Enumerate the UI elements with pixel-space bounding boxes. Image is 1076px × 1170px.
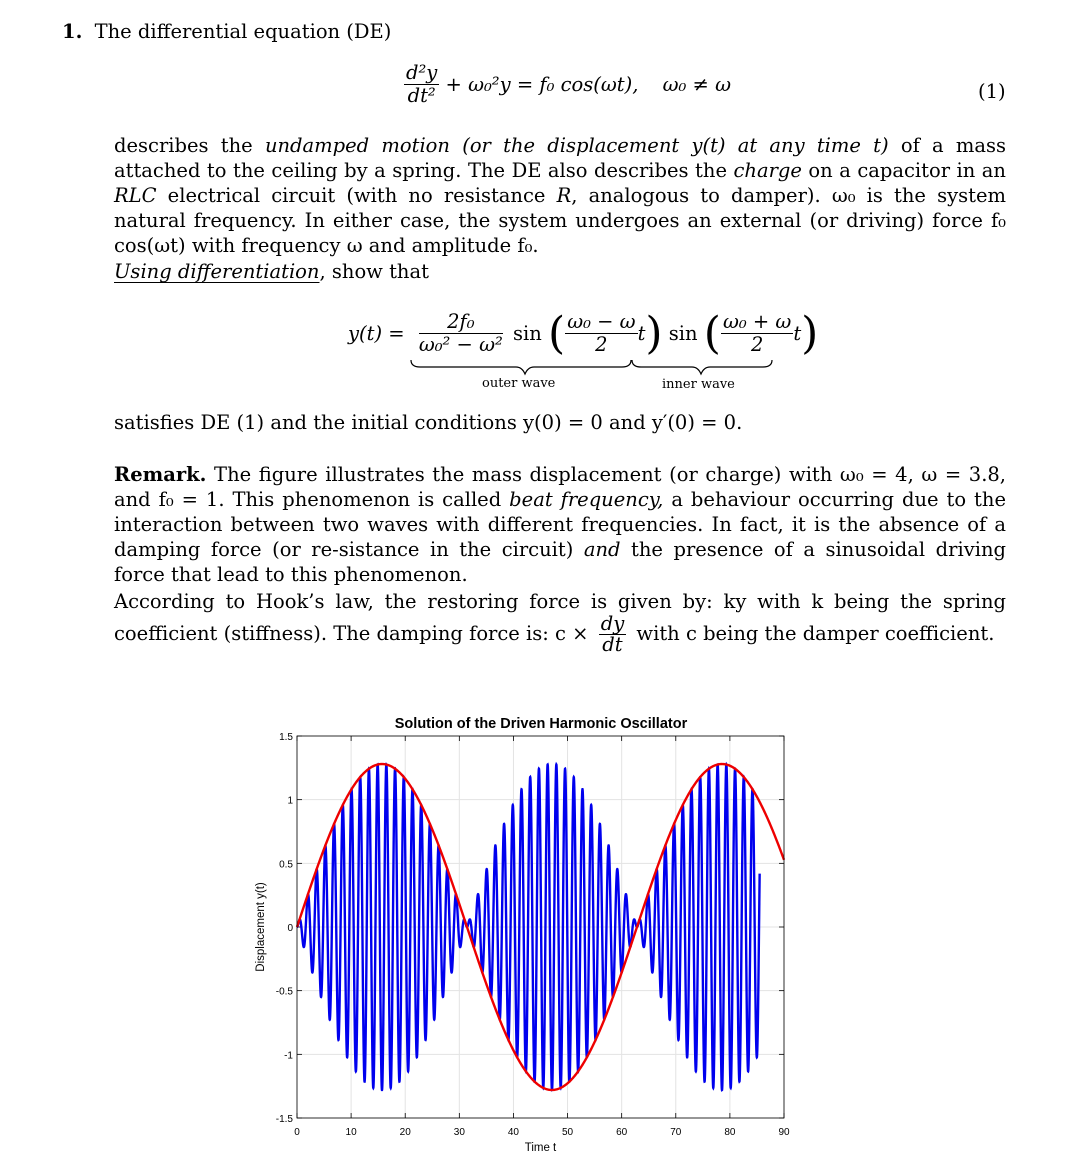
eq1-den: dt²	[407, 84, 436, 107]
series-displacement	[297, 765, 760, 1090]
equation-1	[404, 62, 731, 107]
p1-t5: on a capacitor in an	[801, 159, 1006, 182]
eq2-underbraces	[408, 358, 778, 378]
hook-fraction	[599, 614, 627, 655]
x-tick-label: 90	[778, 1127, 790, 1138]
equation-2	[348, 308, 818, 359]
remark-t3: a behaviour occurring due to the interaction between two waves with different frequencies. In fact, it is the absence of a damping force (or re-sistance in the circuit)	[114, 488, 1006, 561]
eq2-paren-open-2: (	[703, 308, 721, 359]
beat-frequency-chart	[240, 710, 820, 1160]
x-tick-label: 40	[507, 1127, 520, 1138]
problem-heading	[62, 20, 391, 43]
eq2-arg1-den: 2	[595, 333, 608, 356]
p1-t9: , analogous to damper). ω₀ is the system natural frequency. In either case, the system undergoes an external (or driving) force f₀ cos(ωt) with frequency ω and amplitude f₀.	[114, 184, 1006, 257]
y-tick-label: -0.5	[275, 986, 293, 998]
remark-t5: the presence of a sinusoidal driving force that lead to this phenomenon.	[114, 538, 1006, 586]
p1-t1: describes the	[114, 134, 265, 157]
remark-paragraph	[114, 462, 1006, 587]
eq2-coef-den: ω₀² − ω²	[418, 333, 503, 356]
satisfies-line: satisfies DE (1) and the initial conditions y(0) = 0 and y′(0) = 0.	[114, 411, 743, 434]
p1-t2: undamped motion (or the displacement y(t) at any time t)	[264, 134, 889, 157]
eq2-paren-close-2: )	[801, 308, 819, 359]
x-tick-label: 20	[399, 1127, 411, 1138]
y-tick-label: 1	[287, 795, 293, 807]
y-tick-label: -1	[284, 1050, 293, 1062]
eq2-arg2-num: ω₀ + ω	[722, 310, 792, 333]
p1-t6: RLC	[114, 184, 157, 207]
eq2-t2: t	[793, 322, 802, 345]
hook-num: dy	[600, 612, 625, 635]
using-rest: , show that	[319, 260, 429, 283]
paragraph-description	[114, 133, 1006, 258]
inner-brace	[632, 360, 772, 374]
eq2-paren-open-1: (	[548, 308, 566, 359]
eq2-t1: t	[637, 322, 646, 345]
hook-t2: with c being the damper coefficient.	[636, 622, 995, 645]
problem-number: 1.	[62, 20, 83, 43]
chart-title: Solution of the Driven Harmonic Oscillator	[394, 716, 688, 732]
y-tick-label: -1.5	[275, 1114, 293, 1125]
eq1-fraction	[404, 62, 439, 107]
p1-t4: charge	[733, 159, 802, 182]
remark-head: Remark.	[114, 463, 207, 486]
x-tick-label: 30	[453, 1127, 465, 1138]
hook-den: dt	[602, 633, 623, 656]
outer-brace	[411, 360, 631, 374]
using-line	[114, 260, 429, 283]
eq2-arg1	[565, 311, 637, 356]
remark-t1: The figure illustrates the mass displacement (or charge) with ω₀ = 4, ω = 3.8, and f₀ = 1. This phenomenon is called	[114, 463, 1006, 511]
eq1-rest: + ω₀²y = f₀ cos(ωt),	[445, 73, 639, 96]
eq1-condition: ω₀ ≠ ω	[662, 73, 731, 96]
x-tick-label: 0	[294, 1127, 300, 1138]
hook-t1: According to Hook’s law, the restoring force is given by: ky with k being the spring coefficient (stiffness). The damping force is: c ×	[114, 590, 1006, 645]
p1-t3: of a mass attached to the ceiling by a spring. The DE also describes the	[114, 134, 1007, 182]
x-axis-label: Time t	[524, 1142, 557, 1154]
y-tick-label: 0.5	[279, 859, 293, 871]
y-tick-label: 1.5	[279, 732, 293, 743]
eq2-arg1-num: ω₀ − ω	[567, 310, 636, 333]
hook-paragraph	[114, 589, 1006, 655]
eq2-arg2-den: 2	[750, 333, 764, 356]
outer-wave-label: outer wave	[482, 376, 556, 391]
using-underlined: Using differentiation	[114, 260, 320, 283]
eq2-sin2: sin	[668, 322, 698, 345]
eq2-paren-close-1: )	[645, 308, 663, 359]
remark-t2: beat frequency,	[509, 488, 664, 511]
inner-wave-label: inner wave	[662, 377, 735, 392]
eq1-num: d²y	[406, 61, 438, 84]
p1-t7: electrical circuit (with no resistance	[156, 184, 557, 207]
x-tick-label: 10	[345, 1127, 357, 1138]
problem-title: The differential equation (DE)	[94, 20, 392, 43]
eq2-coef-num: 2f₀	[419, 311, 503, 334]
y-axis-label: Displacement y(t)	[255, 882, 267, 972]
x-tick-label: 70	[670, 1127, 682, 1138]
eq2-arg2	[721, 311, 793, 356]
eq2-sin1: sin	[513, 322, 542, 345]
eq2-coef	[419, 311, 503, 356]
remark-t4: and	[583, 538, 621, 561]
x-tick-label: 60	[616, 1127, 628, 1138]
x-tick-label: 80	[724, 1127, 736, 1138]
equation-1-label: (1)	[978, 80, 1006, 103]
x-tick-label: 50	[561, 1127, 574, 1138]
eq2-lhs: y(t) =	[348, 322, 405, 345]
y-tick-label: 0	[287, 923, 293, 934]
p1-t8: R	[556, 184, 572, 207]
